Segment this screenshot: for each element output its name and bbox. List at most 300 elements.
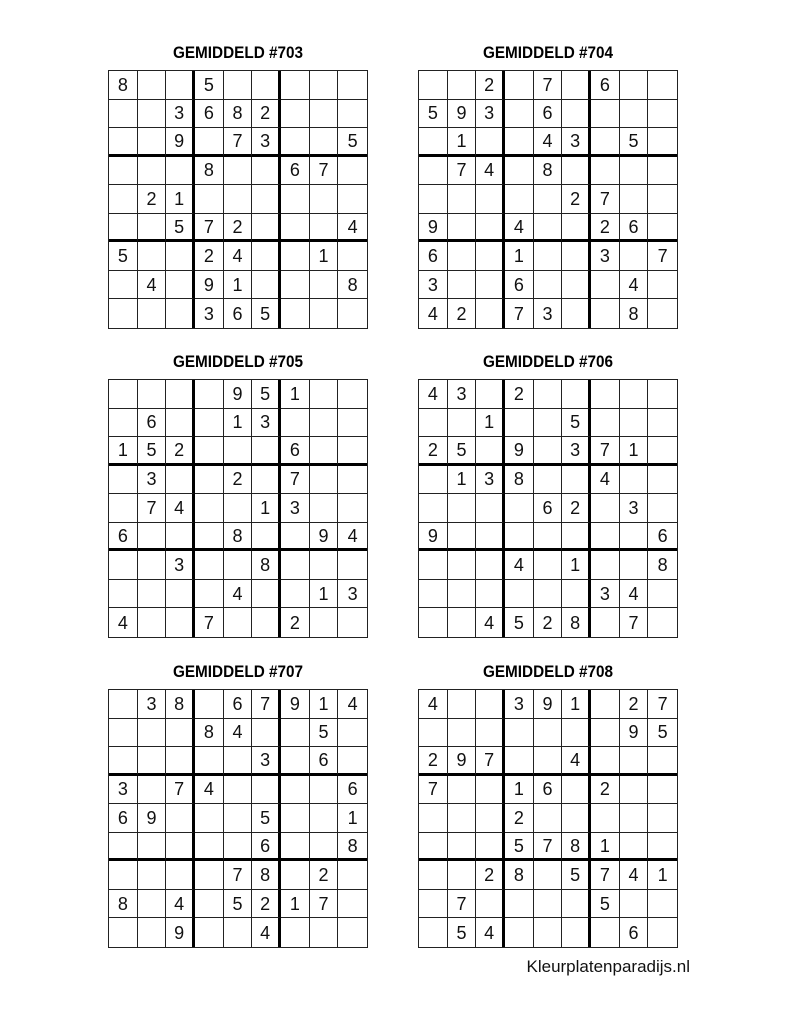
empty-cell[interactable] bbox=[476, 185, 505, 214]
empty-cell[interactable] bbox=[648, 494, 677, 523]
empty-cell[interactable] bbox=[562, 918, 591, 947]
empty-cell[interactable] bbox=[591, 299, 620, 328]
empty-cell[interactable] bbox=[310, 271, 339, 300]
empty-cell[interactable] bbox=[648, 128, 677, 157]
empty-cell[interactable] bbox=[195, 466, 224, 495]
empty-cell[interactable] bbox=[281, 580, 310, 609]
empty-cell[interactable] bbox=[419, 833, 448, 862]
empty-cell[interactable] bbox=[138, 776, 167, 805]
empty-cell[interactable] bbox=[109, 719, 138, 748]
empty-cell[interactable] bbox=[476, 833, 505, 862]
empty-cell[interactable] bbox=[419, 890, 448, 919]
empty-cell[interactable] bbox=[648, 299, 677, 328]
empty-cell[interactable] bbox=[224, 494, 253, 523]
empty-cell[interactable] bbox=[166, 833, 195, 862]
empty-cell[interactable] bbox=[166, 466, 195, 495]
empty-cell[interactable] bbox=[252, 608, 281, 637]
empty-cell[interactable] bbox=[281, 747, 310, 776]
empty-cell[interactable] bbox=[476, 804, 505, 833]
empty-cell[interactable] bbox=[109, 747, 138, 776]
empty-cell[interactable] bbox=[338, 494, 367, 523]
empty-cell[interactable] bbox=[591, 918, 620, 947]
empty-cell[interactable] bbox=[224, 776, 253, 805]
empty-cell[interactable] bbox=[224, 185, 253, 214]
empty-cell[interactable] bbox=[138, 214, 167, 243]
empty-cell[interactable] bbox=[138, 71, 167, 100]
empty-cell[interactable] bbox=[562, 890, 591, 919]
empty-cell[interactable] bbox=[448, 833, 477, 862]
empty-cell[interactable] bbox=[534, 185, 563, 214]
empty-cell[interactable] bbox=[562, 100, 591, 129]
empty-cell[interactable] bbox=[310, 551, 339, 580]
empty-cell[interactable] bbox=[591, 157, 620, 186]
empty-cell[interactable] bbox=[281, 861, 310, 890]
empty-cell[interactable] bbox=[648, 918, 677, 947]
empty-cell[interactable] bbox=[281, 271, 310, 300]
empty-cell[interactable] bbox=[648, 608, 677, 637]
empty-cell[interactable] bbox=[166, 608, 195, 637]
empty-cell[interactable] bbox=[562, 776, 591, 805]
empty-cell[interactable] bbox=[138, 833, 167, 862]
empty-cell[interactable] bbox=[620, 776, 649, 805]
empty-cell[interactable] bbox=[338, 551, 367, 580]
empty-cell[interactable] bbox=[419, 409, 448, 438]
empty-cell[interactable] bbox=[224, 918, 253, 947]
empty-cell[interactable] bbox=[195, 861, 224, 890]
empty-cell[interactable] bbox=[252, 466, 281, 495]
empty-cell[interactable] bbox=[138, 523, 167, 552]
empty-cell[interactable] bbox=[281, 185, 310, 214]
empty-cell[interactable] bbox=[505, 157, 534, 186]
empty-cell[interactable] bbox=[534, 747, 563, 776]
empty-cell[interactable] bbox=[648, 437, 677, 466]
empty-cell[interactable] bbox=[281, 523, 310, 552]
empty-cell[interactable] bbox=[448, 719, 477, 748]
empty-cell[interactable] bbox=[310, 918, 339, 947]
empty-cell[interactable] bbox=[620, 833, 649, 862]
empty-cell[interactable] bbox=[281, 719, 310, 748]
empty-cell[interactable] bbox=[138, 890, 167, 919]
empty-cell[interactable] bbox=[448, 861, 477, 890]
empty-cell[interactable] bbox=[448, 523, 477, 552]
empty-cell[interactable] bbox=[195, 437, 224, 466]
empty-cell[interactable] bbox=[419, 128, 448, 157]
empty-cell[interactable] bbox=[591, 551, 620, 580]
empty-cell[interactable] bbox=[224, 608, 253, 637]
empty-cell[interactable] bbox=[166, 580, 195, 609]
empty-cell[interactable] bbox=[138, 608, 167, 637]
empty-cell[interactable] bbox=[534, 437, 563, 466]
empty-cell[interactable] bbox=[591, 494, 620, 523]
empty-cell[interactable] bbox=[476, 128, 505, 157]
empty-cell[interactable] bbox=[281, 71, 310, 100]
empty-cell[interactable] bbox=[195, 380, 224, 409]
empty-cell[interactable] bbox=[281, 918, 310, 947]
empty-cell[interactable] bbox=[591, 409, 620, 438]
empty-cell[interactable] bbox=[419, 861, 448, 890]
empty-cell[interactable] bbox=[562, 271, 591, 300]
empty-cell[interactable] bbox=[648, 890, 677, 919]
empty-cell[interactable] bbox=[419, 71, 448, 100]
empty-cell[interactable] bbox=[338, 185, 367, 214]
empty-cell[interactable] bbox=[505, 523, 534, 552]
empty-cell[interactable] bbox=[476, 890, 505, 919]
empty-cell[interactable] bbox=[648, 271, 677, 300]
empty-cell[interactable] bbox=[591, 380, 620, 409]
empty-cell[interactable] bbox=[252, 242, 281, 271]
empty-cell[interactable] bbox=[252, 776, 281, 805]
empty-cell[interactable] bbox=[534, 580, 563, 609]
empty-cell[interactable] bbox=[138, 128, 167, 157]
empty-cell[interactable] bbox=[109, 380, 138, 409]
empty-cell[interactable] bbox=[281, 128, 310, 157]
empty-cell[interactable] bbox=[648, 71, 677, 100]
empty-cell[interactable] bbox=[620, 409, 649, 438]
empty-cell[interactable] bbox=[109, 580, 138, 609]
empty-cell[interactable] bbox=[166, 719, 195, 748]
empty-cell[interactable] bbox=[419, 466, 448, 495]
empty-cell[interactable] bbox=[448, 804, 477, 833]
empty-cell[interactable] bbox=[338, 608, 367, 637]
empty-cell[interactable] bbox=[195, 128, 224, 157]
empty-cell[interactable] bbox=[252, 580, 281, 609]
empty-cell[interactable] bbox=[476, 242, 505, 271]
empty-cell[interactable] bbox=[648, 747, 677, 776]
empty-cell[interactable] bbox=[448, 580, 477, 609]
empty-cell[interactable] bbox=[620, 804, 649, 833]
empty-cell[interactable] bbox=[138, 551, 167, 580]
empty-cell[interactable] bbox=[138, 580, 167, 609]
empty-cell[interactable] bbox=[109, 128, 138, 157]
empty-cell[interactable] bbox=[224, 437, 253, 466]
empty-cell[interactable] bbox=[195, 523, 224, 552]
empty-cell[interactable] bbox=[591, 100, 620, 129]
empty-cell[interactable] bbox=[620, 71, 649, 100]
empty-cell[interactable] bbox=[281, 242, 310, 271]
empty-cell[interactable] bbox=[252, 437, 281, 466]
empty-cell[interactable] bbox=[138, 100, 167, 129]
empty-cell[interactable] bbox=[138, 918, 167, 947]
empty-cell[interactable] bbox=[648, 157, 677, 186]
empty-cell[interactable] bbox=[562, 466, 591, 495]
empty-cell[interactable] bbox=[419, 185, 448, 214]
empty-cell[interactable] bbox=[138, 861, 167, 890]
empty-cell[interactable] bbox=[252, 271, 281, 300]
empty-cell[interactable] bbox=[448, 71, 477, 100]
empty-cell[interactable] bbox=[419, 494, 448, 523]
empty-cell[interactable] bbox=[476, 494, 505, 523]
empty-cell[interactable] bbox=[505, 71, 534, 100]
empty-cell[interactable] bbox=[419, 551, 448, 580]
empty-cell[interactable] bbox=[195, 580, 224, 609]
empty-cell[interactable] bbox=[620, 890, 649, 919]
empty-cell[interactable] bbox=[195, 409, 224, 438]
empty-cell[interactable] bbox=[310, 833, 339, 862]
empty-cell[interactable] bbox=[338, 918, 367, 947]
empty-cell[interactable] bbox=[138, 157, 167, 186]
empty-cell[interactable] bbox=[138, 719, 167, 748]
empty-cell[interactable] bbox=[591, 719, 620, 748]
empty-cell[interactable] bbox=[591, 747, 620, 776]
empty-cell[interactable] bbox=[195, 833, 224, 862]
empty-cell[interactable] bbox=[448, 185, 477, 214]
empty-cell[interactable] bbox=[224, 551, 253, 580]
empty-cell[interactable] bbox=[166, 409, 195, 438]
empty-cell[interactable] bbox=[448, 242, 477, 271]
empty-cell[interactable] bbox=[310, 214, 339, 243]
empty-cell[interactable] bbox=[338, 242, 367, 271]
empty-cell[interactable] bbox=[562, 719, 591, 748]
empty-cell[interactable] bbox=[138, 299, 167, 328]
empty-cell[interactable] bbox=[562, 157, 591, 186]
empty-cell[interactable] bbox=[476, 271, 505, 300]
empty-cell[interactable] bbox=[109, 100, 138, 129]
empty-cell[interactable] bbox=[591, 523, 620, 552]
empty-cell[interactable] bbox=[109, 551, 138, 580]
empty-cell[interactable] bbox=[648, 580, 677, 609]
empty-cell[interactable] bbox=[310, 299, 339, 328]
empty-cell[interactable] bbox=[562, 214, 591, 243]
empty-cell[interactable] bbox=[476, 299, 505, 328]
empty-cell[interactable] bbox=[138, 380, 167, 409]
empty-cell[interactable] bbox=[166, 71, 195, 100]
empty-cell[interactable] bbox=[310, 128, 339, 157]
empty-cell[interactable] bbox=[505, 747, 534, 776]
empty-cell[interactable] bbox=[338, 380, 367, 409]
empty-cell[interactable] bbox=[338, 890, 367, 919]
empty-cell[interactable] bbox=[562, 380, 591, 409]
empty-cell[interactable] bbox=[195, 185, 224, 214]
empty-cell[interactable] bbox=[195, 747, 224, 776]
empty-cell[interactable] bbox=[620, 380, 649, 409]
empty-cell[interactable] bbox=[648, 466, 677, 495]
empty-cell[interactable] bbox=[476, 523, 505, 552]
empty-cell[interactable] bbox=[620, 523, 649, 552]
empty-cell[interactable] bbox=[534, 466, 563, 495]
empty-cell[interactable] bbox=[591, 271, 620, 300]
empty-cell[interactable] bbox=[505, 918, 534, 947]
empty-cell[interactable] bbox=[338, 861, 367, 890]
empty-cell[interactable] bbox=[310, 380, 339, 409]
empty-cell[interactable] bbox=[109, 185, 138, 214]
empty-cell[interactable] bbox=[195, 890, 224, 919]
empty-cell[interactable] bbox=[252, 157, 281, 186]
empty-cell[interactable] bbox=[505, 580, 534, 609]
empty-cell[interactable] bbox=[648, 409, 677, 438]
empty-cell[interactable] bbox=[476, 551, 505, 580]
empty-cell[interactable] bbox=[109, 271, 138, 300]
empty-cell[interactable] bbox=[419, 608, 448, 637]
empty-cell[interactable] bbox=[620, 100, 649, 129]
empty-cell[interactable] bbox=[534, 409, 563, 438]
empty-cell[interactable] bbox=[620, 747, 649, 776]
empty-cell[interactable] bbox=[338, 747, 367, 776]
empty-cell[interactable] bbox=[166, 804, 195, 833]
empty-cell[interactable] bbox=[224, 747, 253, 776]
empty-cell[interactable] bbox=[562, 580, 591, 609]
empty-cell[interactable] bbox=[620, 157, 649, 186]
empty-cell[interactable] bbox=[166, 299, 195, 328]
empty-cell[interactable] bbox=[338, 71, 367, 100]
empty-cell[interactable] bbox=[476, 776, 505, 805]
empty-cell[interactable] bbox=[338, 299, 367, 328]
empty-cell[interactable] bbox=[109, 690, 138, 719]
empty-cell[interactable] bbox=[448, 776, 477, 805]
empty-cell[interactable] bbox=[138, 747, 167, 776]
empty-cell[interactable] bbox=[534, 861, 563, 890]
empty-cell[interactable] bbox=[252, 523, 281, 552]
empty-cell[interactable] bbox=[419, 719, 448, 748]
empty-cell[interactable] bbox=[534, 242, 563, 271]
empty-cell[interactable] bbox=[534, 380, 563, 409]
empty-cell[interactable] bbox=[419, 918, 448, 947]
empty-cell[interactable] bbox=[534, 523, 563, 552]
empty-cell[interactable] bbox=[562, 523, 591, 552]
empty-cell[interactable] bbox=[338, 157, 367, 186]
empty-cell[interactable] bbox=[252, 185, 281, 214]
empty-cell[interactable] bbox=[109, 494, 138, 523]
empty-cell[interactable] bbox=[648, 185, 677, 214]
empty-cell[interactable] bbox=[338, 437, 367, 466]
empty-cell[interactable] bbox=[281, 409, 310, 438]
empty-cell[interactable] bbox=[476, 437, 505, 466]
empty-cell[interactable] bbox=[109, 214, 138, 243]
empty-cell[interactable] bbox=[138, 242, 167, 271]
empty-cell[interactable] bbox=[338, 466, 367, 495]
empty-cell[interactable] bbox=[505, 494, 534, 523]
empty-cell[interactable] bbox=[310, 466, 339, 495]
empty-cell[interactable] bbox=[448, 494, 477, 523]
empty-cell[interactable] bbox=[195, 690, 224, 719]
empty-cell[interactable] bbox=[620, 466, 649, 495]
empty-cell[interactable] bbox=[166, 157, 195, 186]
empty-cell[interactable] bbox=[562, 242, 591, 271]
empty-cell[interactable] bbox=[109, 299, 138, 328]
empty-cell[interactable] bbox=[281, 776, 310, 805]
empty-cell[interactable] bbox=[224, 71, 253, 100]
empty-cell[interactable] bbox=[195, 551, 224, 580]
empty-cell[interactable] bbox=[648, 100, 677, 129]
empty-cell[interactable] bbox=[534, 918, 563, 947]
empty-cell[interactable] bbox=[591, 804, 620, 833]
empty-cell[interactable] bbox=[648, 804, 677, 833]
empty-cell[interactable] bbox=[505, 719, 534, 748]
empty-cell[interactable] bbox=[448, 608, 477, 637]
empty-cell[interactable] bbox=[109, 409, 138, 438]
empty-cell[interactable] bbox=[310, 100, 339, 129]
empty-cell[interactable] bbox=[338, 409, 367, 438]
empty-cell[interactable] bbox=[476, 380, 505, 409]
empty-cell[interactable] bbox=[281, 299, 310, 328]
empty-cell[interactable] bbox=[505, 185, 534, 214]
empty-cell[interactable] bbox=[476, 580, 505, 609]
empty-cell[interactable] bbox=[310, 71, 339, 100]
empty-cell[interactable] bbox=[591, 128, 620, 157]
empty-cell[interactable] bbox=[224, 833, 253, 862]
empty-cell[interactable] bbox=[476, 690, 505, 719]
empty-cell[interactable] bbox=[476, 214, 505, 243]
empty-cell[interactable] bbox=[534, 214, 563, 243]
empty-cell[interactable] bbox=[534, 719, 563, 748]
empty-cell[interactable] bbox=[310, 494, 339, 523]
empty-cell[interactable] bbox=[534, 551, 563, 580]
empty-cell[interactable] bbox=[281, 551, 310, 580]
empty-cell[interactable] bbox=[310, 776, 339, 805]
empty-cell[interactable] bbox=[166, 380, 195, 409]
empty-cell[interactable] bbox=[109, 918, 138, 947]
empty-cell[interactable] bbox=[338, 100, 367, 129]
empty-cell[interactable] bbox=[252, 719, 281, 748]
empty-cell[interactable] bbox=[310, 409, 339, 438]
empty-cell[interactable] bbox=[591, 690, 620, 719]
empty-cell[interactable] bbox=[281, 214, 310, 243]
empty-cell[interactable] bbox=[195, 804, 224, 833]
empty-cell[interactable] bbox=[310, 608, 339, 637]
empty-cell[interactable] bbox=[505, 100, 534, 129]
empty-cell[interactable] bbox=[281, 833, 310, 862]
empty-cell[interactable] bbox=[648, 380, 677, 409]
empty-cell[interactable] bbox=[195, 918, 224, 947]
empty-cell[interactable] bbox=[338, 719, 367, 748]
empty-cell[interactable] bbox=[224, 157, 253, 186]
empty-cell[interactable] bbox=[562, 71, 591, 100]
empty-cell[interactable] bbox=[252, 214, 281, 243]
empty-cell[interactable] bbox=[281, 804, 310, 833]
empty-cell[interactable] bbox=[419, 580, 448, 609]
empty-cell[interactable] bbox=[166, 861, 195, 890]
empty-cell[interactable] bbox=[648, 833, 677, 862]
empty-cell[interactable] bbox=[281, 100, 310, 129]
empty-cell[interactable] bbox=[310, 804, 339, 833]
empty-cell[interactable] bbox=[448, 690, 477, 719]
empty-cell[interactable] bbox=[505, 128, 534, 157]
empty-cell[interactable] bbox=[109, 833, 138, 862]
empty-cell[interactable] bbox=[620, 242, 649, 271]
empty-cell[interactable] bbox=[505, 890, 534, 919]
empty-cell[interactable] bbox=[648, 214, 677, 243]
empty-cell[interactable] bbox=[310, 185, 339, 214]
empty-cell[interactable] bbox=[109, 861, 138, 890]
empty-cell[interactable] bbox=[591, 608, 620, 637]
empty-cell[interactable] bbox=[166, 523, 195, 552]
empty-cell[interactable] bbox=[620, 185, 649, 214]
empty-cell[interactable] bbox=[648, 776, 677, 805]
empty-cell[interactable] bbox=[448, 214, 477, 243]
empty-cell[interactable] bbox=[166, 242, 195, 271]
empty-cell[interactable] bbox=[419, 804, 448, 833]
empty-cell[interactable] bbox=[448, 271, 477, 300]
empty-cell[interactable] bbox=[166, 271, 195, 300]
empty-cell[interactable] bbox=[505, 409, 534, 438]
empty-cell[interactable] bbox=[109, 157, 138, 186]
empty-cell[interactable] bbox=[419, 157, 448, 186]
empty-cell[interactable] bbox=[448, 551, 477, 580]
empty-cell[interactable] bbox=[224, 804, 253, 833]
empty-cell[interactable] bbox=[252, 71, 281, 100]
empty-cell[interactable] bbox=[620, 551, 649, 580]
empty-cell[interactable] bbox=[562, 804, 591, 833]
empty-cell[interactable] bbox=[310, 437, 339, 466]
empty-cell[interactable] bbox=[534, 271, 563, 300]
empty-cell[interactable] bbox=[195, 494, 224, 523]
empty-cell[interactable] bbox=[448, 409, 477, 438]
empty-cell[interactable] bbox=[534, 804, 563, 833]
empty-cell[interactable] bbox=[476, 719, 505, 748]
empty-cell[interactable] bbox=[534, 890, 563, 919]
empty-cell[interactable] bbox=[166, 747, 195, 776]
empty-cell[interactable] bbox=[109, 466, 138, 495]
empty-cell[interactable] bbox=[562, 299, 591, 328]
